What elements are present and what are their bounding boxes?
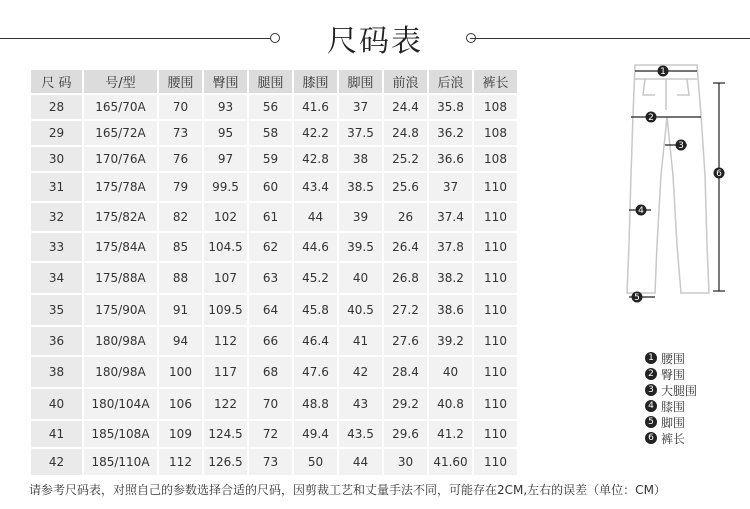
table-cell: 112 [204, 327, 247, 355]
table-cell: 82 [159, 203, 202, 231]
table-cell: 66 [249, 327, 292, 355]
col-header-hip: 臀围 [204, 70, 247, 93]
table-row [31, 173, 517, 201]
marker-5-label: 5 [634, 293, 640, 303]
col-header-model: 号/型 [84, 70, 157, 93]
size-cell: 28 [31, 95, 82, 119]
size-cell: 40 [31, 389, 82, 419]
table-cell: 110 [474, 449, 517, 475]
table-cell: 44.6 [294, 233, 337, 261]
table-cell: 49.4 [294, 421, 337, 447]
table-cell: 62 [249, 233, 292, 261]
table-row [31, 389, 517, 419]
table-cell: 100 [159, 357, 202, 387]
table-cell: 45.8 [294, 295, 337, 325]
table-cell: 85 [159, 233, 202, 261]
legend-number-icon: 5 [645, 416, 657, 428]
table-cell: 38.6 [429, 295, 472, 325]
legend-number-icon: 6 [645, 432, 657, 444]
legend [645, 350, 697, 446]
legend-item [645, 350, 697, 366]
legend-number-icon: 3 [645, 384, 657, 396]
table-cell: 26 [384, 203, 427, 231]
legend-label: 脚围 [661, 415, 686, 430]
table-cell: 43.5 [339, 421, 382, 447]
table-row [31, 121, 517, 145]
table-cell: 41 [339, 327, 382, 355]
col-header-knee: 膝围 [294, 70, 337, 93]
legend-item [645, 414, 697, 430]
table-cell: 41.60 [429, 449, 472, 475]
table-cell: 37 [429, 173, 472, 201]
marker-1-label: 1 [660, 67, 666, 77]
table-cell: 29.2 [384, 389, 427, 419]
table-cell: 42.8 [294, 147, 337, 171]
col-header-leg-opening: 脚围 [339, 70, 382, 93]
table-cell: 44 [339, 449, 382, 475]
table-cell: 42 [339, 357, 382, 387]
table-cell: 99.5 [204, 173, 247, 201]
table-cell: 97 [204, 147, 247, 171]
table-cell: 37 [339, 95, 382, 119]
table-cell: 58 [249, 121, 292, 145]
table-cell: 60 [249, 173, 292, 201]
table-cell: 72 [249, 421, 292, 447]
col-header-waist: 腰围 [159, 70, 202, 93]
table-cell: 27.2 [384, 295, 427, 325]
table-cell: 26.4 [384, 233, 427, 261]
size-cell: 35 [31, 295, 82, 325]
title-rule-right [470, 38, 750, 39]
table-row [31, 327, 517, 355]
table-cell: 56 [249, 95, 292, 119]
table-cell: 70 [159, 95, 202, 119]
table-cell: 117 [204, 357, 247, 387]
legend-number-icon: 2 [645, 368, 657, 380]
pants-diagram [615, 55, 735, 315]
table-cell: 29.6 [384, 421, 427, 447]
table-cell: 94 [159, 327, 202, 355]
table-cell: 45.2 [294, 263, 337, 293]
table-cell: 35.8 [429, 95, 472, 119]
table-cell: 39 [339, 203, 382, 231]
legend-item [645, 382, 697, 398]
table-cell: 180/104A [84, 389, 157, 419]
table-cell: 175/90A [84, 295, 157, 325]
size-cell: 42 [31, 449, 82, 475]
marker-3-label: 3 [678, 141, 684, 151]
size-cell: 30 [31, 147, 82, 171]
table-cell: 175/84A [84, 233, 157, 261]
pants-outline-icon [627, 65, 709, 293]
table-cell: 40 [429, 357, 472, 387]
table-cell: 106 [159, 389, 202, 419]
table-cell: 46.4 [294, 327, 337, 355]
table-cell: 47.6 [294, 357, 337, 387]
table-cell: 110 [474, 263, 517, 293]
marker-6-label: 6 [716, 169, 722, 179]
table-cell: 38.2 [429, 263, 472, 293]
table-cell: 185/108A [84, 421, 157, 447]
table-cell: 110 [474, 421, 517, 447]
size-table [29, 68, 519, 477]
table-cell: 108 [474, 95, 517, 119]
table-cell: 42.2 [294, 121, 337, 145]
table-cell: 108 [474, 147, 517, 171]
table-cell: 79 [159, 173, 202, 201]
size-cell: 41 [31, 421, 82, 447]
legend-label: 腰围 [661, 351, 686, 366]
table-cell: 170/76A [84, 147, 157, 171]
table-cell: 43.4 [294, 173, 337, 201]
legend-item [645, 398, 697, 414]
table-cell: 39.5 [339, 233, 382, 261]
marker-4-label: 4 [638, 206, 644, 216]
table-cell: 24.8 [384, 121, 427, 145]
table-cell: 26.8 [384, 263, 427, 293]
table-cell: 36.2 [429, 121, 472, 145]
table-cell: 64 [249, 295, 292, 325]
dimension-lines [629, 71, 725, 297]
table-cell: 95 [204, 121, 247, 145]
table-cell: 50 [294, 449, 337, 475]
table-cell: 180/98A [84, 357, 157, 387]
table-row [31, 357, 517, 387]
table-row [31, 421, 517, 447]
col-header-length: 裤长 [474, 70, 517, 93]
table-cell: 27.6 [384, 327, 427, 355]
table-cell: 38 [339, 147, 382, 171]
table-cell: 24.4 [384, 95, 427, 119]
table-cell: 165/70A [84, 95, 157, 119]
table-cell: 102 [204, 203, 247, 231]
table-row [31, 95, 517, 119]
table-row [31, 449, 517, 475]
col-header-thigh: 腿围 [249, 70, 292, 93]
title-ring-left [270, 33, 280, 43]
table-cell: 109.5 [204, 295, 247, 325]
table-cell: 73 [159, 121, 202, 145]
table-cell: 110 [474, 203, 517, 231]
table-cell: 40 [339, 263, 382, 293]
table-cell: 110 [474, 389, 517, 419]
table-cell: 93 [204, 95, 247, 119]
legend-item [645, 430, 697, 446]
table-cell: 38.5 [339, 173, 382, 201]
size-note: 请参考尺码表，对照自己的参数选择合适的尺码，因剪裁工艺和丈量手法不同，可能存在2CM,左右的误差（单位：CM） [29, 483, 666, 497]
legend-item [645, 366, 697, 382]
table-cell: 124.5 [204, 421, 247, 447]
table-cell: 107 [204, 263, 247, 293]
table-cell: 25.2 [384, 147, 427, 171]
table-cell: 88 [159, 263, 202, 293]
page-title: 尺码表 [327, 24, 423, 59]
table-cell: 112 [159, 449, 202, 475]
table-row [31, 295, 517, 325]
table-cell: 110 [474, 327, 517, 355]
table-cell: 25.6 [384, 173, 427, 201]
table-cell: 108 [474, 121, 517, 145]
title-rule-left [0, 38, 272, 39]
table-cell: 91 [159, 295, 202, 325]
table-cell: 43 [339, 389, 382, 419]
size-cell: 29 [31, 121, 82, 145]
table-cell: 68 [249, 357, 292, 387]
table-cell: 175/82A [84, 203, 157, 231]
table-cell: 36.6 [429, 147, 472, 171]
table-cell: 30 [384, 449, 427, 475]
table-cell: 109 [159, 421, 202, 447]
table-cell: 37.8 [429, 233, 472, 261]
table-cell: 44 [294, 203, 337, 231]
table-cell: 61 [249, 203, 292, 231]
legend-label: 裤长 [661, 431, 686, 446]
size-cell: 33 [31, 233, 82, 261]
table-cell: 175/78A [84, 173, 157, 201]
table-cell: 40.5 [339, 295, 382, 325]
table-row [31, 263, 517, 293]
table-row [31, 147, 517, 171]
legend-number-icon: 4 [645, 400, 657, 412]
table-cell: 28.4 [384, 357, 427, 387]
size-cell: 36 [31, 327, 82, 355]
col-header-back-rise: 后浪 [429, 70, 472, 93]
legend-label: 膝围 [661, 399, 686, 414]
table-cell: 39.2 [429, 327, 472, 355]
table-cell: 76 [159, 147, 202, 171]
table-cell: 185/110A [84, 449, 157, 475]
table-cell: 41.6 [294, 95, 337, 119]
size-cell: 38 [31, 357, 82, 387]
table-cell: 180/98A [84, 327, 157, 355]
table-cell: 126.5 [204, 449, 247, 475]
legend-label: 大腿围 [661, 383, 698, 398]
table-cell: 37.4 [429, 203, 472, 231]
table-cell: 110 [474, 173, 517, 201]
table-cell: 110 [474, 295, 517, 325]
table-cell: 41.2 [429, 421, 472, 447]
table-cell: 40.8 [429, 389, 472, 419]
table-cell: 175/88A [84, 263, 157, 293]
table-row [31, 233, 517, 261]
table-cell: 73 [249, 449, 292, 475]
table-cell: 165/72A [84, 121, 157, 145]
col-header-size: 尺 码 [31, 70, 82, 93]
table-cell: 104.5 [204, 233, 247, 261]
size-cell: 32 [31, 203, 82, 231]
size-table-header [31, 70, 517, 93]
table-cell: 70 [249, 389, 292, 419]
table-cell: 63 [249, 263, 292, 293]
size-cell: 31 [31, 173, 82, 201]
table-cell: 110 [474, 233, 517, 261]
table-cell: 122 [204, 389, 247, 419]
legend-label: 臀围 [661, 367, 686, 382]
col-header-front-rise: 前浪 [384, 70, 427, 93]
table-cell: 59 [249, 147, 292, 171]
legend-number-icon: 1 [645, 352, 657, 364]
table-row [31, 203, 517, 231]
table-cell: 110 [474, 357, 517, 387]
table-cell: 37.5 [339, 121, 382, 145]
size-cell: 34 [31, 263, 82, 293]
marker-2-label: 2 [648, 113, 654, 123]
table-cell: 48.8 [294, 389, 337, 419]
